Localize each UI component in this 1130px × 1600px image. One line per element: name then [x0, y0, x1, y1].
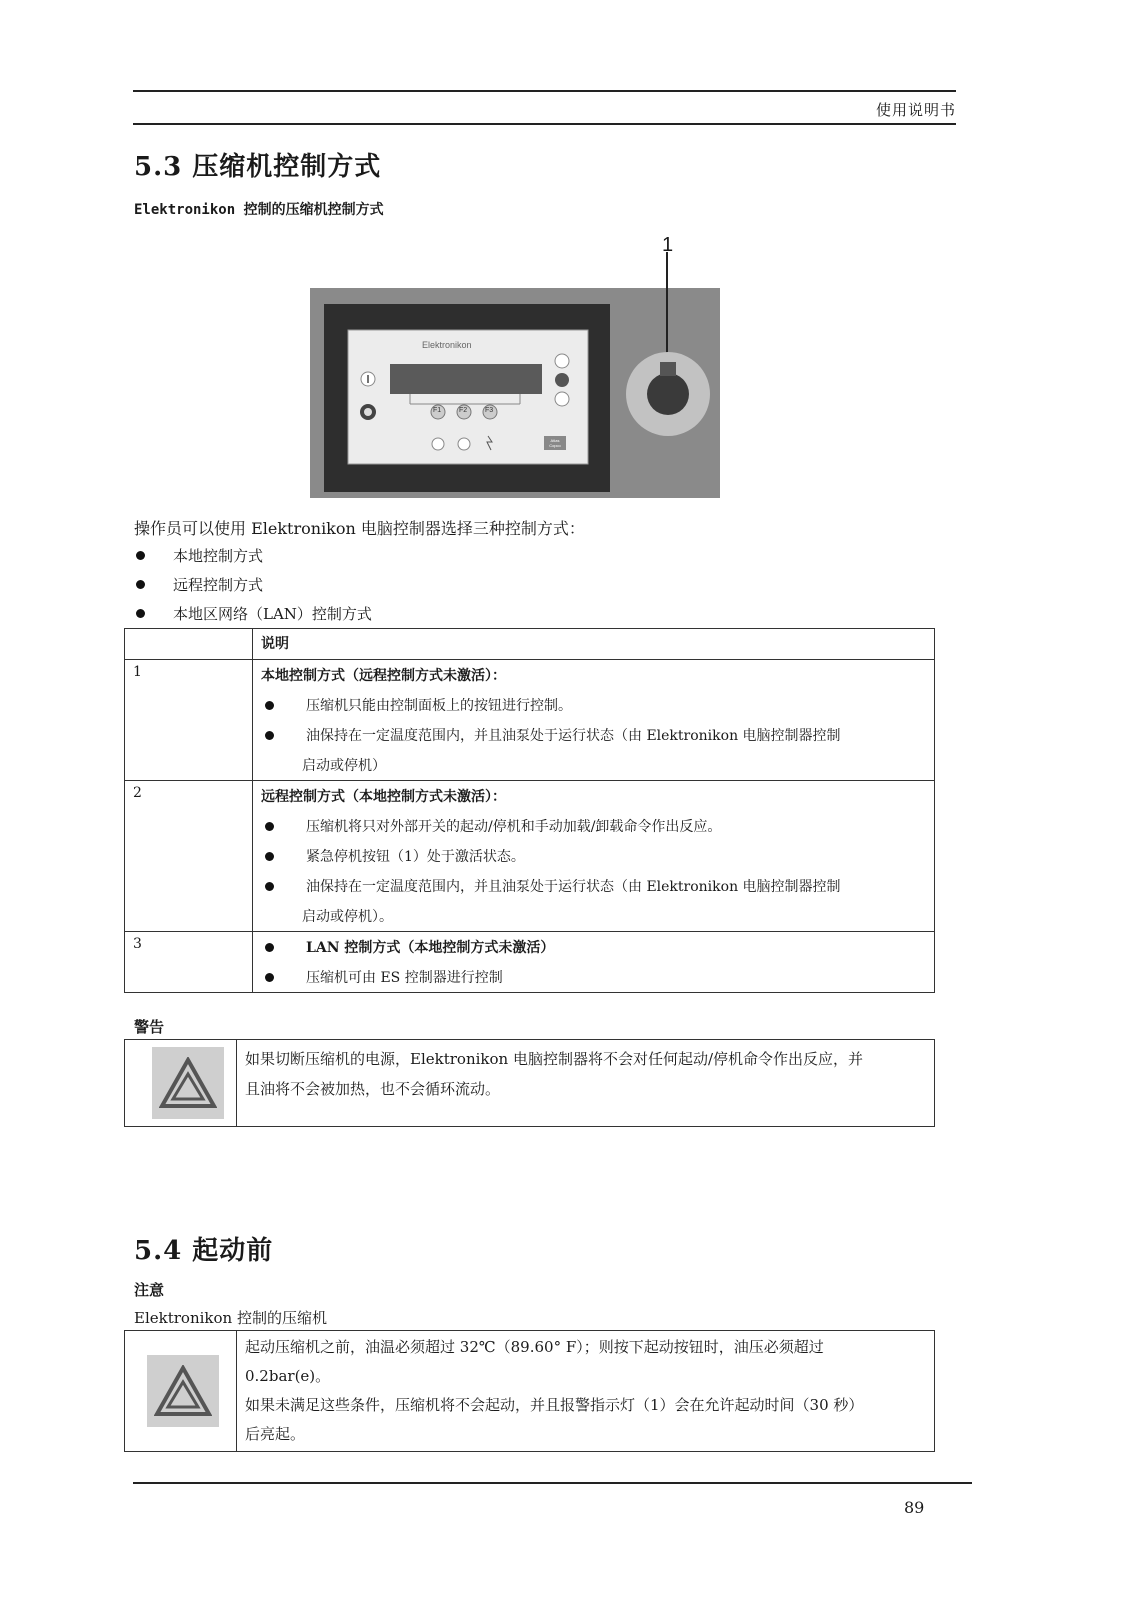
table-row: [125, 660, 935, 781]
row-item: 压缩机将只对外部开关的起动/停机和手动加载/卸载命令作出反应。: [261, 811, 926, 841]
section-5-4-heading: 5.4 起动前: [134, 1236, 274, 1266]
bullet-icon: [265, 701, 274, 710]
page-number: 89: [904, 1498, 925, 1517]
table-row: [125, 781, 935, 932]
figure-callout-1: 1: [662, 234, 674, 256]
row-item: LAN 控制方式（本地控制方式未激活）: [261, 932, 926, 962]
note-text-line: 如果未满足这些条件，压缩机将不会起动，并且报警指示灯（1）会在允许起动时间（30 秒）: [245, 1396, 864, 1414]
note-label: 注意: [134, 1281, 165, 1299]
row-item: 油保持在一定温度范围内，并且油泵处于运行状态（由 Elektronikon 电脑控制器控制: [261, 720, 926, 750]
row-item-continued: 启动或停机）。: [302, 909, 393, 925]
warning-box: [124, 1039, 935, 1127]
bullet-icon: [265, 943, 274, 952]
control-modes-table: [124, 628, 935, 993]
row-number: 2: [125, 781, 253, 932]
header-top-rule: [133, 90, 956, 92]
control-panel-figure: [310, 232, 720, 498]
bullet-icon: [136, 609, 145, 618]
row-item: 压缩机只能由控制面板上的按钮进行控制。: [261, 690, 926, 720]
mode-item: 远程控制方式: [136, 574, 263, 595]
warning-triangle-icon: [152, 1047, 224, 1119]
row-number: 1: [125, 660, 253, 781]
mode-item: 本地控制方式: [136, 545, 263, 566]
section-5-3-subheading: Elektronikon 控制的压缩机控制方式: [134, 202, 384, 218]
warning-text-line: 如果切断压缩机的电源，Elektronikon 电脑控制器将不会对任何起动/停机命令作出反应，并: [245, 1050, 864, 1068]
control-panel-illustration: [310, 232, 720, 498]
key-f3-label: F3: [485, 407, 494, 414]
warning-text-line: 且油将不会被加热，也不会循环流动。: [245, 1080, 501, 1098]
table-header-description: 说明: [253, 629, 935, 660]
key-f2-label: F2: [459, 407, 468, 414]
table-row: [125, 932, 935, 993]
bullet-icon: [136, 580, 145, 589]
note-text-line: 后亮起。: [245, 1425, 306, 1443]
row-item: 油保持在一定温度范围内，并且油泵处于运行状态（由 Elektronikon 电脑控制器控制: [261, 871, 926, 901]
bullet-icon: [265, 852, 274, 861]
header-bottom-rule: [133, 123, 956, 125]
section-5-3-heading: 5.3 压缩机控制方式: [134, 152, 382, 182]
row-item: 压缩机可由 ES 控制器进行控制: [261, 962, 926, 992]
warning-label: 警告: [134, 1018, 165, 1036]
note-text-line: 起动压缩机之前，油温必须超过 32℃（89.60° F）；则按下起动按钮时，油压必须超过: [245, 1338, 824, 1356]
row-title: 远程控制方式（本地控制方式未激活）：: [261, 789, 506, 805]
row-number: 3: [125, 932, 253, 993]
note-text-line: 0.2bar(e)。: [245, 1367, 331, 1385]
controller-brand-label: Elektronikon: [422, 340, 472, 350]
key-f1-label: F1: [433, 407, 442, 414]
row-title: 本地控制方式（远程控制方式未激活）：: [261, 668, 506, 684]
control-modes-intro: 操作员可以使用 Elektronikon 电脑控制器选择三种控制方式：: [134, 519, 585, 538]
table-header-row: [125, 629, 935, 660]
bullet-icon: [265, 731, 274, 740]
row-item: 紧急停机按钮（1）处于激活状态。: [261, 841, 926, 871]
bullet-icon: [265, 822, 274, 831]
footer-rule: [133, 1482, 972, 1484]
atlas-copco-logo: Atlas Copco: [549, 438, 561, 448]
row-item-continued: 启动或停机）: [302, 758, 386, 774]
bullet-icon: [265, 973, 274, 982]
mode-item: 本地区网络（LAN）控制方式: [136, 603, 372, 624]
warning-triangle-icon: [147, 1355, 219, 1427]
bullet-icon: [136, 551, 145, 560]
bullet-icon: [265, 882, 274, 891]
note-subheading: Elektronikon 控制的压缩机: [134, 1309, 327, 1327]
note-box: [124, 1330, 935, 1452]
header-title: 使用说明书: [875, 101, 956, 119]
